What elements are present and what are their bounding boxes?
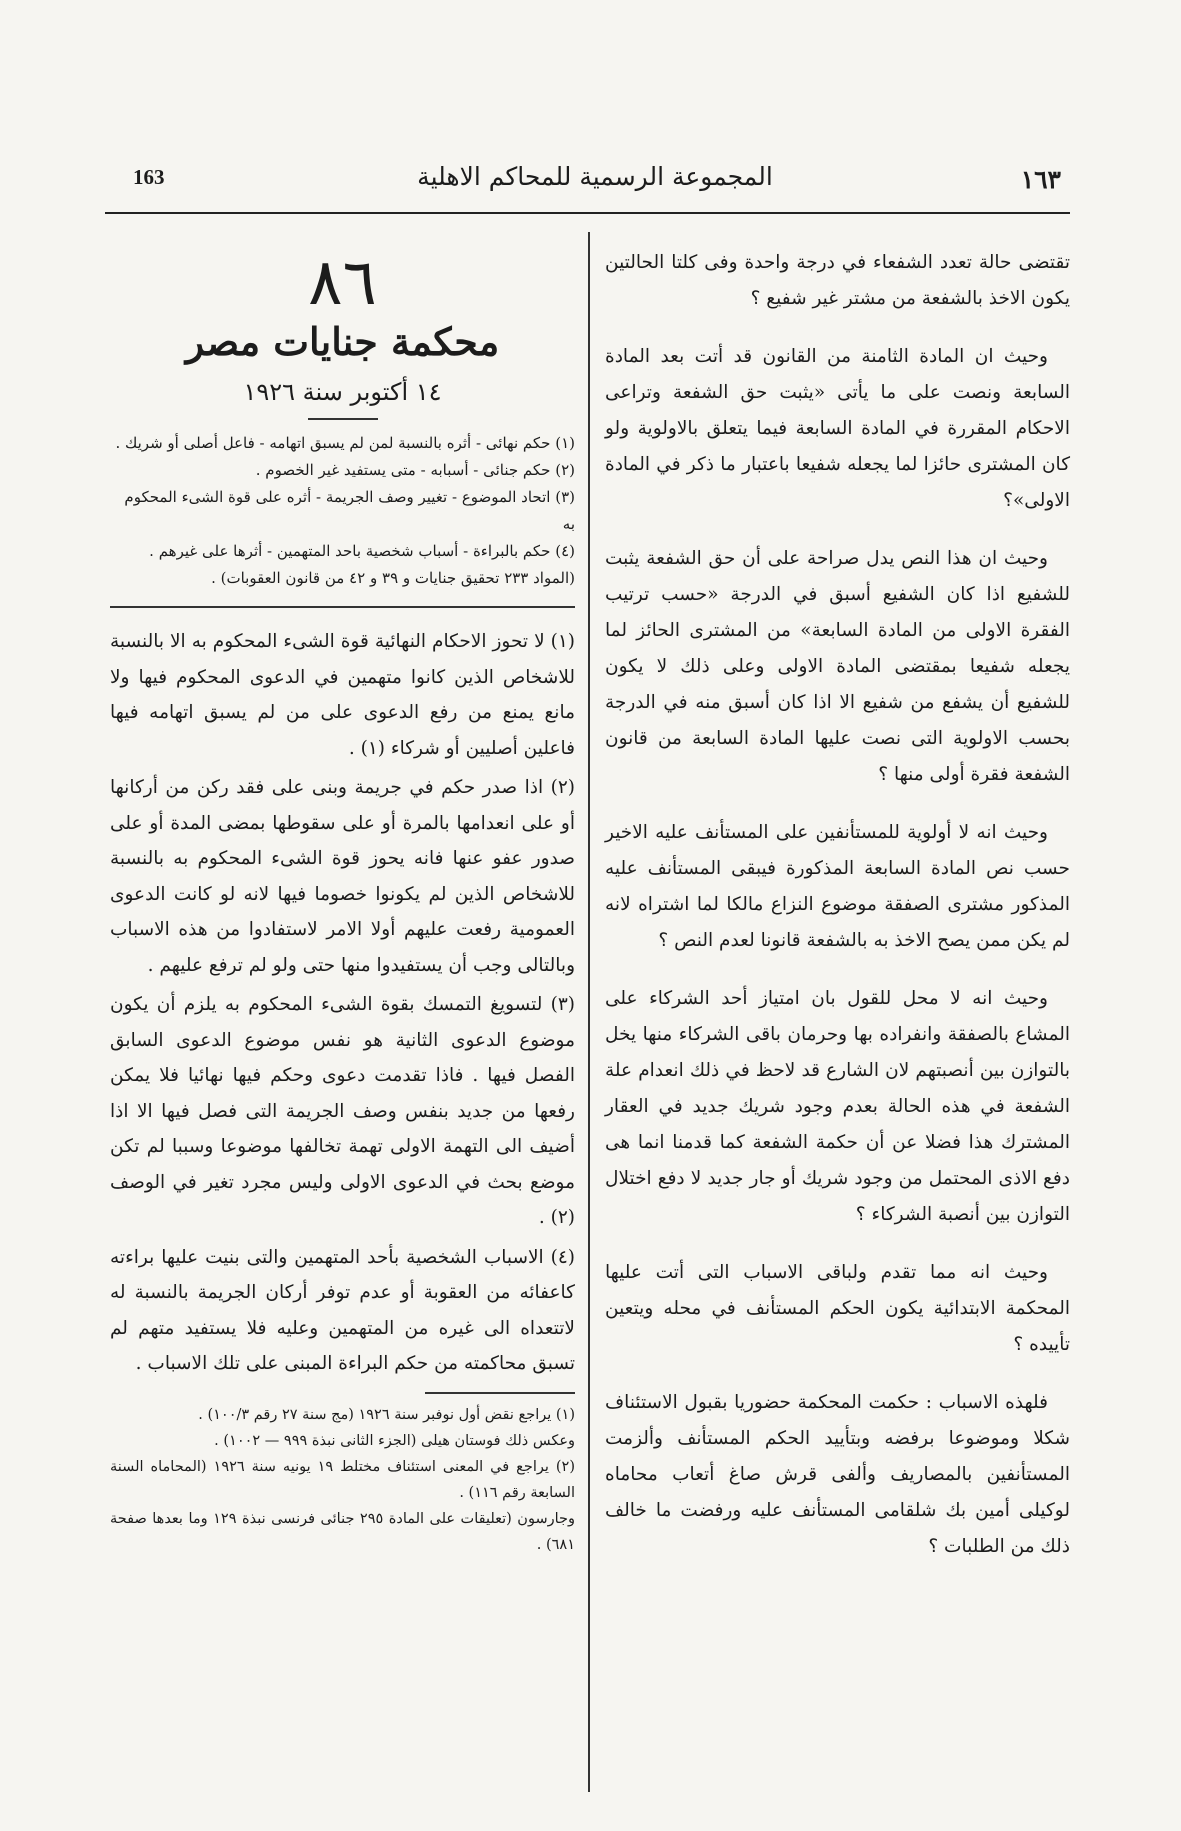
footnote: (١) يراجع نقض أول نوفبر سنة ١٩٢٦ (مج سنة ٢٧ رقم ١٠٠/٣) . — [198, 1406, 575, 1423]
paragraph: وحيث انه لا محل للقول بان امتياز أحد الشركاء على المشاع بالصفقة وانفراده بها وحرمان باقى الشركاء منها يخل بالتوازن بين أنصبتهم لان الشارع قد لاحظ في ذلك انعدام علة الشفعة في هذه الحالة بعدم وجود شريك جديد في العقار المشترك هذا فضلا عن أن حكمة الشفعة كما قدمنا انما هى دفع الاذى المحتمل من وجود شريك أو جار جديد لا دفع اختلال التوازن بين أنصبة الشركاء ؟ — [605, 988, 1070, 1225]
left-column — [110, 246, 576, 1558]
case-number: ٨٦ — [308, 246, 377, 320]
paragraph: وحيث ان هذا النص يدل صراحة على أن حق الشفعة يثبت للشفيع اذا كان الشفيع أسبق في الدرجة «حسب ترتيب الفقرة الاولى من المادة السابعة» من المشترى الحائز لما يجعله شفيعا بمقتضى المادة الاولى وعلى ذلك لا يكون للشفيع أن يشفع من شفيع الا اذا كان أسبق منه في الدرجة بحسب الاولوية التى نصت عليها المادة السابعة من قانون الشفعة فقرة أولى منها ؟ — [605, 548, 1070, 785]
footnote-rule — [425, 1392, 575, 1394]
summary-item: (١) حكم نهائى - أثره بالنسبة لمن لم يسبق اتهامه - فاعل أصلى أو شريك . — [115, 434, 575, 452]
page-number-arabic: ١٦٣ — [1020, 165, 1061, 194]
header-rule — [105, 212, 1070, 214]
holding-paragraph: (٤) الاسباب الشخصية بأحد المتهمين والتى بنيت عليها براءته كاعفائه من العقوبة أو عدم توفر أركان الجريمة بالنسبة له لاتتعداه الى غيره من المتهمين وعليه فلا يستفيد متهم لم تسبق محاكمته من حكم البراءة المبنى على تلك الاسباب . — [110, 1246, 575, 1374]
paragraph: وحيث ان المادة الثامنة من القانون قد أتت بعد المادة السابعة ونصت على ما يأتى «يثبت حق الشفعة وتراعى الاحكام المقررة في المادة السابعة فيما يتعلق بالاولوية ولو كان المشترى حائزا لما يجعله شفيعا باعتبار ما ذكر في المادة الاولى»؟ — [605, 346, 1070, 511]
paragraph: تقتضى حالة تعدد الشفعاء في درجة واحدة وفى كلتا الحالتين يكون الاخذ بالشفعة من مشتر غير شفيع ؟ — [605, 252, 1070, 309]
paragraph: وحيث انه مما تقدم ولباقى الاسباب التى أتت عليها المحكمة الابتدائية يكون الحكم المستأنف في محله ويتعين تأييده ؟ — [605, 1262, 1070, 1355]
footnote: وعكس ذلك فوستان هيلى (الجزء الثانى نبذة ٩٩٩ — ١٠٠٢) . — [214, 1432, 575, 1449]
holding-paragraph: (١) لا تحوز الاحكام النهائية قوة الشىء المحكوم به الا بالنسبة للاشخاص الذين كانوا متهمين في الدعوى المحكوم فيها ولا مانع يمنع من رفع الدعوى على من لم يسبق اتهامه فيها فاعلين أصليين أو شركاء (١) . — [110, 631, 575, 759]
paragraph: فلهذه الاسباب : حكمت المحكمة حضوريا بقبول الاستئناف شكلا وموضوعا برفضه وبتأييد الحكم المستأنف وألزمت المستأنفين بالمصاريف وألفى قرش صاغ أتعاب محاماه لوكيلى أمين بك شلقامى المستأنف عليه ورفضت ما خالف ذلك من الطلبات ؟ — [605, 1392, 1070, 1557]
summary-item: (٣) اتحاد الموضوع - تغيير وصف الجريمة - أثره على قوة الشىء المحكوم به — [124, 488, 575, 533]
page-number-latin: 163 — [133, 165, 165, 189]
title-rule — [308, 418, 378, 420]
column-divider — [588, 232, 590, 1792]
holding-paragraph: (٢) اذا صدر حكم في جريمة وبنى على فقد ركن من أركانها أو على انعدامها بالمرة أو على سقوطها بمضى المدة أو على صدور عفو عنها فانه يحوز قوة الشىء المحكوم به بالنسبة للاشخاص الذين لم يكونوا خصوما فيها لانه لو كانت الدعوى العمومية رفعت عليهم أولا الامر لاستفادوا من هذه الاسباب وبالتالى وجب أن يستفيدوا منها حتى ولو لم ترفع عليهم . — [110, 777, 575, 976]
statute-reference: (المواد ٢٣٣ تحقيق جنايات و ٣٩ و ٤٢ من قانون العقوبات) . — [211, 569, 575, 587]
footnote: وجارسون (تعليقات على المادة ٢٩٥ جنائى فرنسى نبذة ١٢٩ وما بعدها صفحة ٦٨١) . — [110, 1510, 575, 1553]
case-date: ١٤ أكتوبر سنة ١٩٢٦ — [243, 378, 442, 406]
court-name: محكمة جنايات مصر — [185, 319, 500, 364]
summary-item: (٤) حكم بالبراءة - أسباب شخصية باحد المتهمين - أثرها على غيرهم . — [149, 542, 575, 560]
running-title: المجموعة الرسمية للمحاكم الاهلية — [417, 162, 773, 191]
right-column — [605, 245, 1070, 1587]
paragraph: وحيث انه لا أولوية للمستأنفين على المستأنف عليه الاخير حسب نص المادة السابعة المذكورة فيبقى المستأنف عليه المذكور مشترى الصفقة موضوع النزاع مالكا لما اشتراه لانه لم يكن ممن يصح الاخذ به بالشفعة قانونا لعدم النص ؟ — [605, 822, 1070, 951]
summary-item: (٢) حكم جنائى - أسبابه - متى يستفيد غير الخصوم . — [255, 461, 575, 479]
footnote: (٢) يراجع في المعنى استئناف مختلط ١٩ يونيه سنة ١٩٢٦ (المحاماه السنة السابعة رقم ١١٦) . — [110, 1458, 576, 1501]
holding-paragraph: (٣) لتسويغ التمسك بقوة الشىء المحكوم به يلزم أن يكون موضوع الدعوى الثانية هو نفس موضوع الدعوى السابق الفصل فيها . فاذا تقدمت دعوى وحكم فيها نهائيا فلا يمكن رفعها من جديد بنفس وصف الجريمة التى فصل فيها الا اذا أضيف الى التهمة الاولى تهمة تخالفها موضوعا وسببا لم تكن موضع بحث في الدعوى الاولى وليس مجرد تغير في الوصف (٢) . — [110, 994, 575, 1228]
section-rule — [110, 606, 575, 608]
